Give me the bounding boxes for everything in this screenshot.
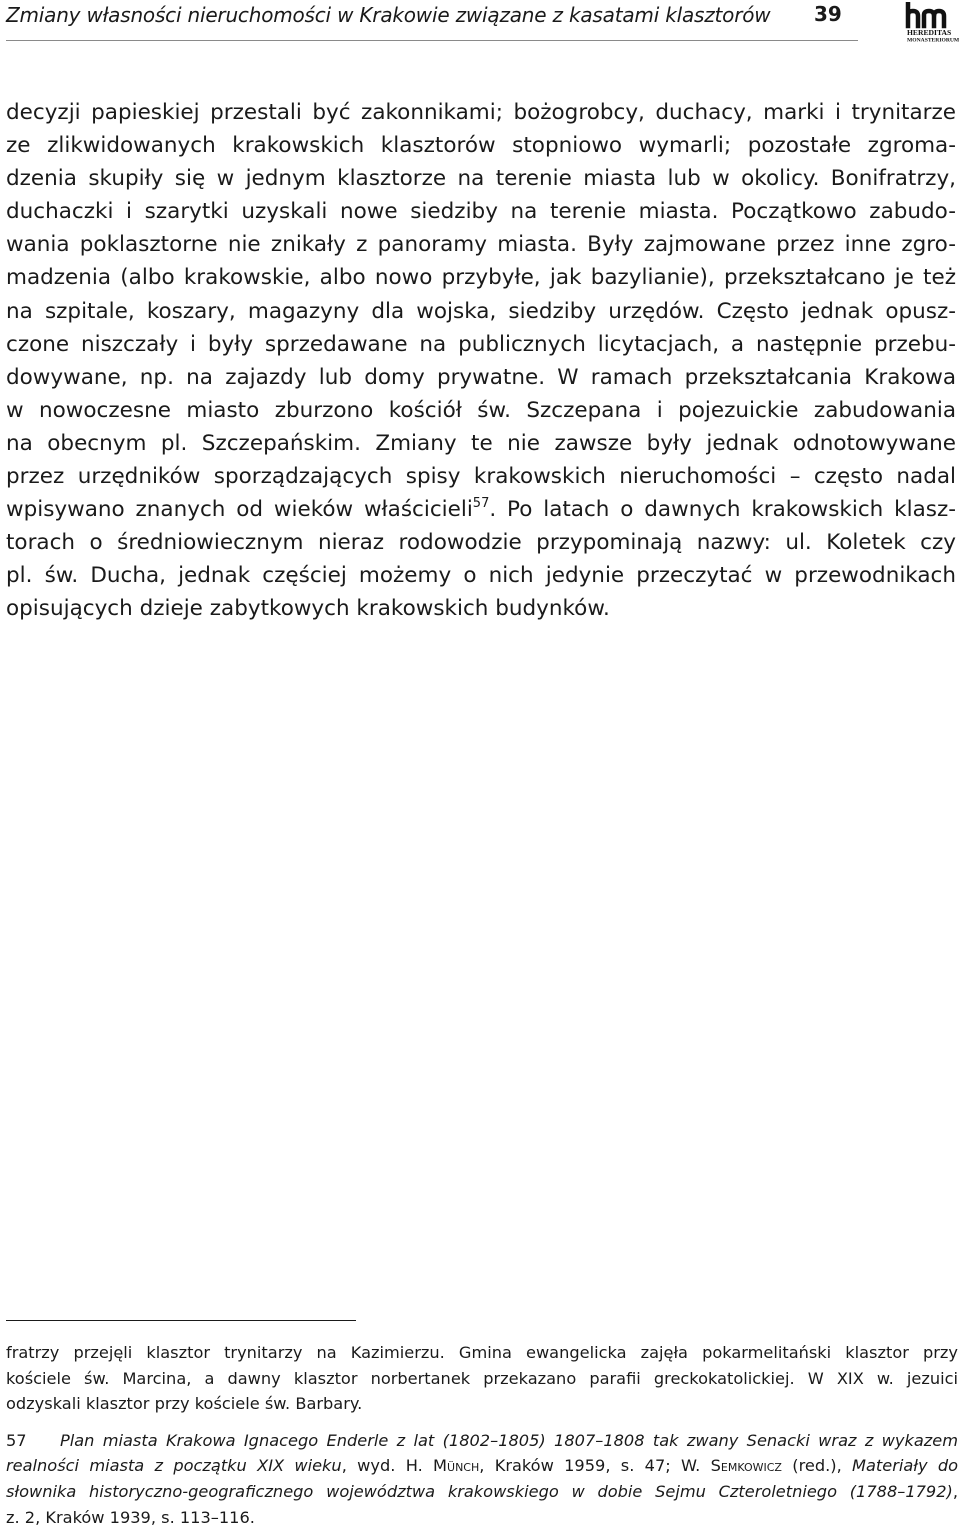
- text-segment: (red.),: [781, 1456, 853, 1476]
- logo-text-1: HEREDITAS: [907, 28, 952, 37]
- footnote-line: [6, 1479, 958, 1505]
- footnote-57: [6, 1428, 958, 1530]
- hereditas-monasteriorum-logo: [904, 2, 960, 42]
- text-line: pl. św. Ducha, jednak częściej możemy o nich jedynie przeczytać w przewodnikach: [6, 563, 956, 589]
- text-line: ze zlikwidowanych krakowskich klasztorów stopniowo wymarli; pozostałe zgroma-: [6, 133, 956, 159]
- text-line: czone niszczały i były sprzedawane na publicznych licytacjach, a następnie przebu-: [6, 331, 956, 357]
- text-segment: . Po latach o dawnych krakowskich klasz-: [489, 497, 956, 523]
- citation-title: Materiały do: [852, 1456, 959, 1476]
- main-paragraph: [6, 96, 956, 626]
- text-segment: wpisywano znanych od wieków właścicieli: [6, 497, 473, 523]
- text-segment: , wyd. H.: [341, 1456, 434, 1476]
- header-rule: [6, 40, 858, 41]
- footnote-line: fratrzy przejęli klasztor trynitarzy na Kazimierzu. Gmina ewangelicka zajęła pokarmelitański klasztor przy: [6, 1343, 958, 1362]
- text-segment: , Kraków 1959, s. 47; W.: [479, 1456, 711, 1476]
- author-name: Semkowicz: [710, 1456, 782, 1476]
- logo-text-2: MONASTERIORUM: [907, 37, 960, 42]
- footnote-line: [6, 1428, 958, 1454]
- footnote-separator: [6, 1320, 356, 1321]
- text-line-with-footnote-ref: [6, 493, 956, 526]
- footnote-line: kościele św. Marcina, a dawny klasztor norbertanek przekazano parafii greckokatolickiej. W XIX w. jezuici: [6, 1368, 958, 1388]
- page-number: 39: [814, 2, 842, 26]
- footnote-line: odzyskali klasztor przy kościele św. Barbary.: [6, 1394, 363, 1414]
- citation-title: realności miasta z początku XIX wieku: [6, 1456, 342, 1476]
- text-line: opisujących dzieje zabytkowych krakowskich budynków.: [6, 596, 610, 622]
- text-segment: ,: [952, 1481, 958, 1501]
- text-line: wania poklasztorne nie znikały z panoramy miasta. Były zajmowane przez inne zgro-: [6, 232, 956, 258]
- footnote-ref-57[interactable]: 57: [472, 496, 490, 512]
- page-header: [6, 0, 960, 44]
- citation-title: słownika historyczno-geograficznego województwa krakowskiego w dobie Sejmu Czteroletniego (1788–1792): [6, 1481, 953, 1501]
- text-line: dowywane, np. na zajazdy lub domy prywatne. W ramach przekształcania Krakowa: [6, 364, 956, 390]
- text-line: w nowoczesne miasto zburzono kościół św. Szczepana i pojezuickie zabudowania: [6, 397, 956, 423]
- footnotes: [6, 1340, 958, 1530]
- text-line: przez urzędników sporządzających spisy krakowskich nieruchomości – często nadal: [6, 464, 956, 490]
- citation-title: Plan miasta Krakowa Ignacego Enderle z lat (1802–1805) 1807–1808 tak zwany Senacki wraz z wykazem: [59, 1430, 958, 1450]
- footnote-line: [6, 1453, 958, 1479]
- text-line: dzenia skupiły się w jednym klasztorze na terenie miasta lub w okolicy. Bonifratrzy,: [6, 166, 956, 192]
- text-line: decyzji papieskiej przestali być zakonnikami; bożogrobcy, duchacy, marki i trynitarze: [6, 100, 956, 125]
- footnote-line: z. 2, Kraków 1939, s. 113–116.: [6, 1507, 255, 1527]
- footnote-number: 57: [6, 1430, 27, 1450]
- text-line: madzenia (albo krakowskie, albo nowo przybyłe, jak bazylianie), przekształcano je też: [6, 265, 956, 291]
- text-line: na obecnym pl. Szczepańskim. Zmiany te nie zawsze były jednak odnotowywane: [6, 430, 956, 456]
- author-name: Münch: [433, 1456, 480, 1476]
- running-title: Zmiany własności nieruchomości w Krakowie związane z kasatami klasztorów: [6, 3, 771, 27]
- footnote-continued: [6, 1340, 958, 1417]
- text-line: duchaczki i szarytki uzyskali nowe siedziby na terenie miasta. Początkowo zabudo-: [6, 199, 956, 225]
- text-line: na szpitale, koszary, magazyny dla wojska, siedziby urzędów. Często jednak opusz-: [6, 298, 956, 324]
- text-line: torach o średniowiecznym nieraz rodowodzie przypominają nazwy: ul. Koletek czy: [6, 530, 956, 556]
